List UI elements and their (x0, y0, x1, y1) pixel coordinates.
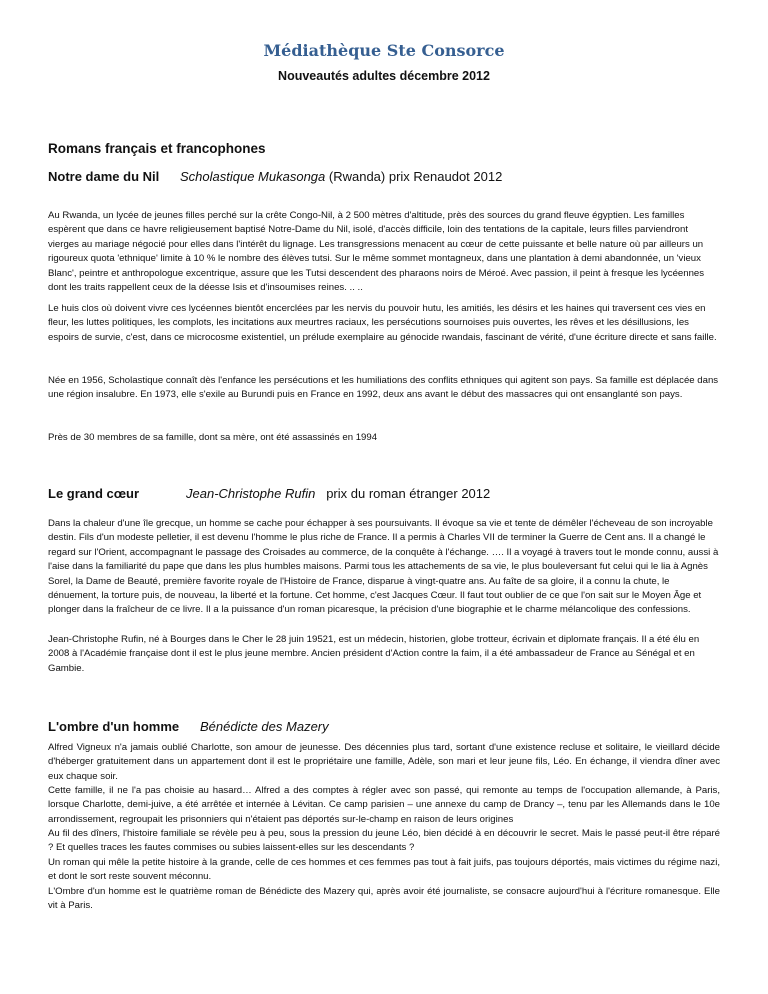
book-meta: (Rwanda) prix Renaudot 2012 (325, 169, 503, 184)
book-heading-le-grand-coeur (48, 486, 728, 501)
book-heading-notre-dame-du-nil (48, 169, 728, 184)
book-heading-l-ombre-d-un-homme (48, 719, 728, 734)
book-author: Scholastique Mukasonga (180, 169, 326, 184)
book-paragraph: Née en 1956, Scholastique connaît dès l'enfance les persécutions et les humiliations des conflits ethniques qui agitent son pays. Sa famille est déplacée dans une région insalubre. En 1973, elle s'exile au Burundi puis en France en 1992, deux ans avant le début des massacres qui ont ensanglanté son pays. (48, 375, 719, 401)
book-author: Jean-Christophe Rufin (186, 486, 316, 501)
book-paragraph: Un roman qui mêle la petite histoire à la grande, celle de ces hommes et ces femmes pas tout à fait juifs, pas toujours déportés, mais victimes du régime nazi, et dont le sort reste souvent méconnu. (48, 857, 720, 883)
book-meta: prix du roman étranger 2012 (315, 486, 491, 501)
book-title: Le grand cœur (48, 486, 140, 501)
book-author: Bénédicte des Mazery (200, 719, 329, 734)
book-paragraph: Le huis clos où doivent vivre ces lycéennes bientôt encerclées par les nervis du pouvoir hutu, les amitiés, les désirs et les haines qui traversent ces vies en fleur, les luttes politiques, les complots, les incitations aux meurtres raciaux, les persécutions sournoises puis ouvertes, les rêves et les désillusions, les espoirs de survie, c'est, dans ce microcosme existentiel, un prélude exemplaire au génocide rwandais, fascinant de vérité, d'une écriture directe et sans faille. (48, 303, 717, 343)
book-paragraph: L'Ombre d'un homme est le quatrième roman de Bénédicte des Mazery qui, après avoir été journaliste, se consacre aujourd'hui à l'écriture romanesque. Elle vit à Paris. (48, 886, 720, 912)
book-paragraph: Au fil des dîners, l'histoire familiale se révèle peu à peu, sous la pression du jeune Léo, bien décidé à en découvrir le secret. Mais le passé peut-il être réparé ? Et quelles traces les fautes commises ou subies laissent-elles sur les descendants ? (48, 828, 720, 854)
book-paragraph: Cette famille, il ne l'a pas choisie au hasard… Alfred a des comptes à régler avec son passé, qui remonte au temps de l'occupation allemande, à Paris, lorsque Charlotte, demi-juive, a été arrêtée et internée à Lévitan. Ce camp parisien – une annexe du camp de Drancy –, tenu par les Allemands dans le 10e arrondissement, regroupait les prisonniers qui n'étaient pas déportés sur-le-champ en raison de leurs origines (48, 785, 720, 825)
book-paragraph: Près de 30 membres de sa famille, dont sa mère, ont été assassinés en 1994 (48, 432, 378, 443)
book-paragraph: Alfred Vigneux n'a jamais oublié Charlotte, son amour de jeunesse. Des décennies plus tard, sortant d'une existence recluse et solitaire, le vieillard décide d'héberger gratuitement dans un appartement dont il est le propriétaire une famille, Adèle, son mari et leur jeune fils, Léo. En échange, il viendra dîner avec eux chaque soir. (48, 742, 720, 782)
section-title: Romans français et francophones (48, 141, 266, 156)
book-title: Notre dame du Nil (48, 169, 160, 184)
page-title: Médiathèque Ste Consorce (263, 41, 505, 60)
book-paragraph: Au Rwanda, un lycée de jeunes filles perché sur la crête Congo-Nil, à 2 500 mètres d'altitude, près des sources du grand fleuve égyptien. Les familles espèrent que dans ce havre religieusement baptisé Notre-Dame du Nil, isolé, d'accès difficile, loin des tentations de la capitale, leurs filles parviendront vierges au mariage négocié pour elles dans l'intérêt du lignage. Les transgressions menacent au cœur de cette puissante et belle nature où par ailleurs un rigoureux quota 'ethnique' limite à 10 % le nombre des élèves tutsi. Sur le même sommet montagneux, dans une plantation à demi abandonnée, un 'vieux Blanc', peintre et anthropologue excentrique, assure que les Tutsi descendent des pharaons noirs de Méroé. Avec passion, il peint à fresque les lycéennes dont les traits rappellent ceux de la déesse Isis et d'insoumises reines. .. .. (48, 210, 705, 294)
book-title: L'ombre d'un homme (48, 719, 180, 734)
book-paragraph: Dans la chaleur d'une île grecque, un homme se cache pour échapper à ses poursuivants. Il évoque sa vie et tente de démêler l'écheveau de son incroyable destin. Fils d'un modeste pelletier, il est devenu l'homme le plus riche de France. Il a permis à Charles VII de terminer la Guerre de Cent ans. Il a changé le regard sur l'Orient, accompagnant le passage des Croisades au commerce, de la conquête à l'échange. …. Il a voyagé à travers tout le monde connu, aussi à l'aise dans la familiarité du pape que dans les plus humbles maisons. Parmi tous les attachements de sa vie, le plus bouleversant fut celui qui le lia à Agnès Sorel, la Dame de Beauté, première favorite royale de l'Histoire de France, disparue à vingt-quatre ans. Au faîte de sa gloire, il a connu la chute, le dénuement, la torture puis, de nouveau, la liberté et la fortune. Cet homme, c'est Jacques Cœur. Il faut tout oublier de ce que l'on sait sur le Moyen Âge et plonger dans la fraîcheur de ce livre. Il a la puissance d'un roman picaresque, la précision d'une biographie et le charme mélancolique des confessions. (48, 518, 719, 616)
page-subtitle: Nouveautés adultes décembre 2012 (278, 69, 490, 83)
book-paragraph: Jean-Christophe Rufin, né à Bourges dans le Cher le 28 juin 19521, est un médecin, historien, globe trotteur, écrivain et diplomate français. Il a été élu en 2008 à l'Académie française dont il est le plus jeune membre. Ancien président d'Action contre la faim, il a été ambassadeur de France au Sénégal et en Gambie. (48, 634, 700, 674)
